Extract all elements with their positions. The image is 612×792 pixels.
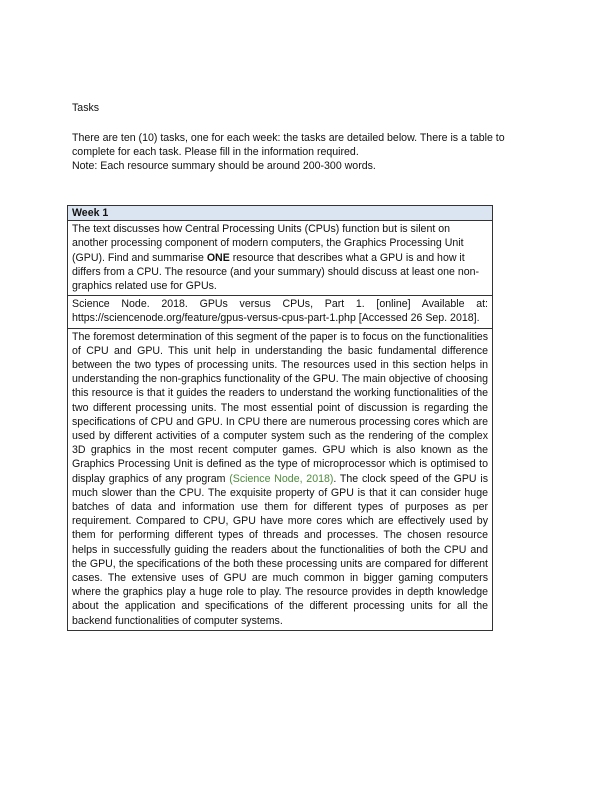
summary-citation: (Science Node, 2018) (229, 472, 334, 485)
intro-section (72, 131, 542, 174)
intro-note: Note: Each resource summary should be around 200-300 words. (72, 160, 376, 173)
table-row (68, 206, 493, 221)
page-heading: Tasks (72, 102, 100, 114)
summary-part2: . The clock speed of the GPU is much slower than the CPU. The exquisite property of GPU is that it can consider huge batches of data and information use them for different types of purposes as per requirement. Compared to CPU, GPU have more cores which are effectively used by them for performing different types of threads and processes. The chosen resource helps in successfully guiding the readers about the functionalities of both the CPU and the GPU, the specifications of the both these processing units are compared for different cases. The extensive uses of GPU are much common in bigger gaming computers where the graphics play a huge role to play. The resource provides in depth knowledge about the application and specifications of the different processing units for all the backend functionalities of computer systems. (72, 472, 489, 627)
task-table (67, 205, 493, 631)
reference-cell (68, 296, 493, 328)
reference-text: Science Node. 2018. GPUs versus CPUs, Part 1. [online] Available at: https://sciencenode.org/feature/gpus-versus-cpus-part-1.php [Accessed 26 Sep. 2018]. (72, 298, 488, 325)
summary-text (72, 330, 488, 628)
task-description-cell (68, 221, 493, 296)
task-text-part1: The text discusses how Central Processing Units (CPUs) function but is silent on another processing component of modern computers, the Graphics Processing Unit (GPU). Find and summarise (72, 223, 464, 264)
table-row (68, 221, 493, 296)
summary-part1: The foremost determination of this segment of the paper is to focus on the functionalities of CPU and GPU. This unit help in understanding the basic fundamental difference between the two types of processing units. The resources used in this section helps in understanding the non-graphics functionality of the GPU. The main objective of choosing this resource is that it guides the readers to understand the working functionalities of the two different processing units. The most essential point of discussion is regarding the specifications of CPU and GPU. In CPU there are numerous processing cores which are used by different activities of a computer system such as the rendering of the complex 3D graphics in the most recent computer games. GPU which is also known as the Graphics Processing Unit is defined as the type of microprocessor which is optimised to display graphics of any program (72, 330, 488, 485)
task-text-part2: resource that describes what a GPU is and how it differs from a CPU. The resource (and your summary) should discuss at least one non-graphics related use for GPUs. (72, 251, 480, 293)
table-row (68, 328, 493, 630)
intro-instructions: There are ten (10) tasks, one for each week: the tasks are detailed below. There is a table to complete for each task. Please fill in the information required. (72, 132, 505, 159)
week-header-cell: Week 1 (68, 206, 493, 221)
table-row (68, 296, 493, 328)
task-emphasis: ONE (206, 251, 230, 264)
summary-cell (68, 328, 493, 630)
